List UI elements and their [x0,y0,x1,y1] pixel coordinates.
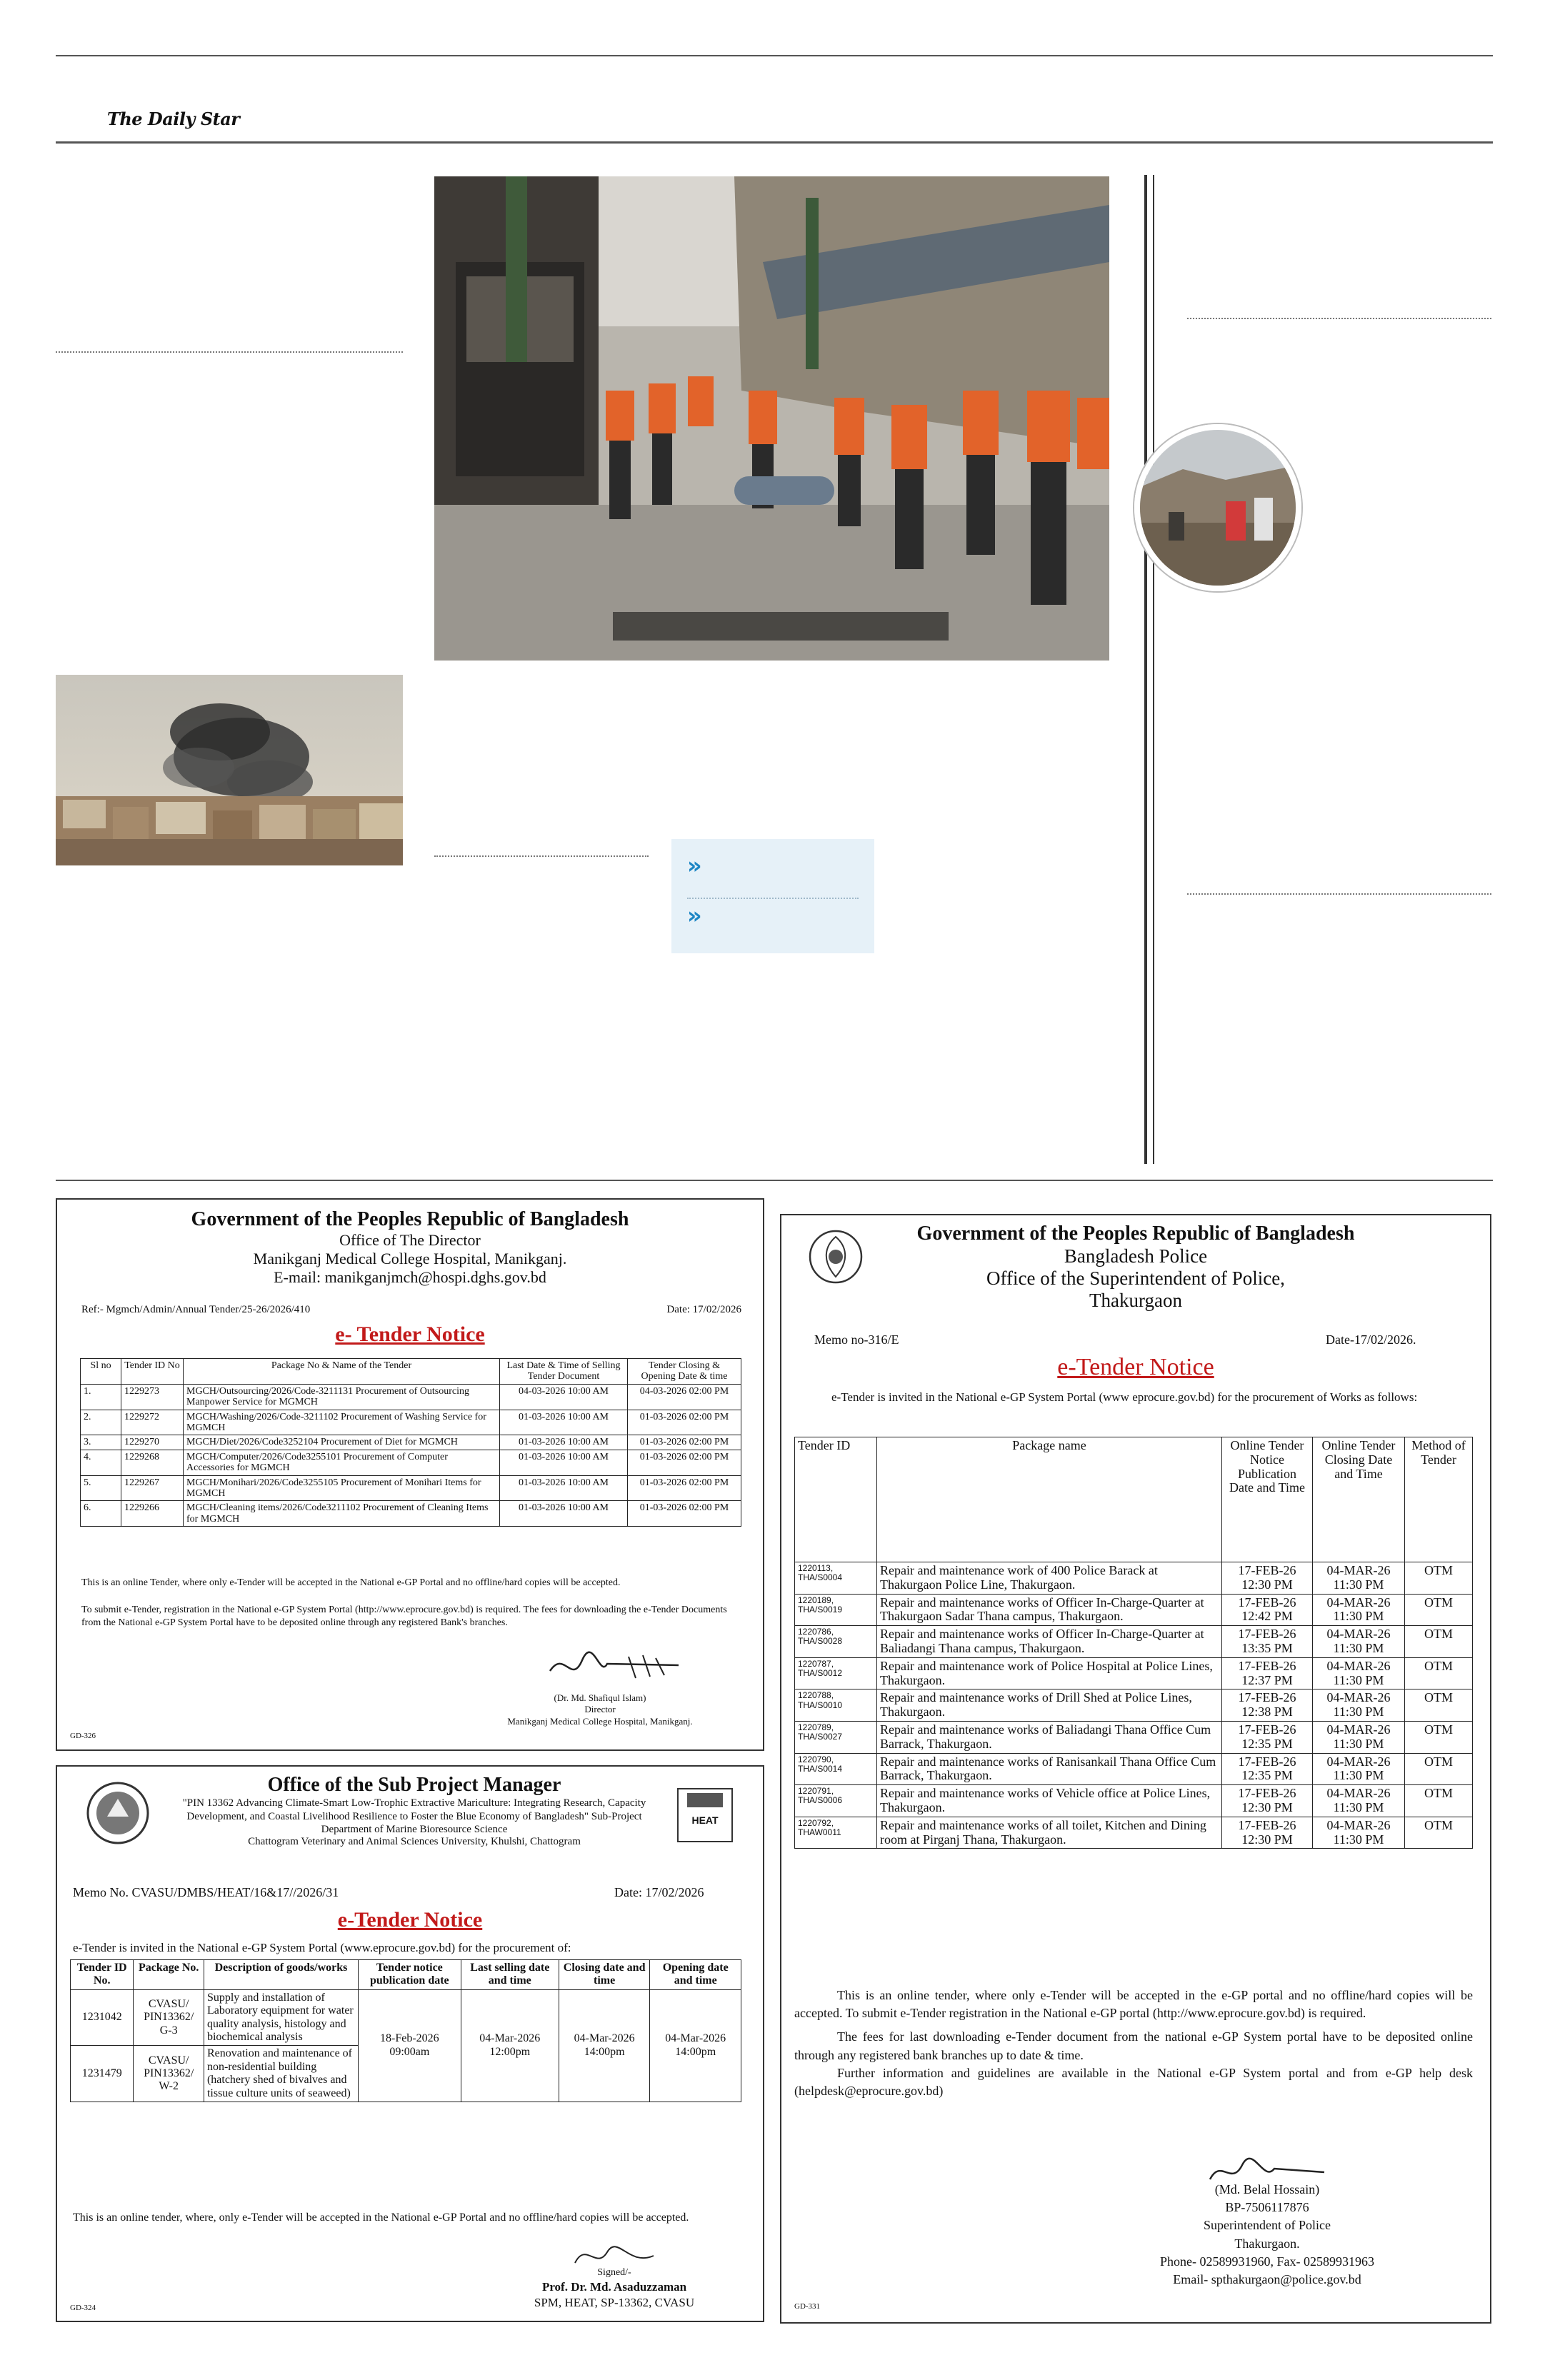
col-desc: Description of goods/works [204,1960,358,1990]
table-row [71,1989,741,2046]
cell-last: 01-03-2026 10:00 AM [500,1410,628,1435]
right-column-divider-top [1187,318,1491,319]
col-pkg: Package name [877,1437,1222,1562]
ad-note-2: To submit e-Tender, registration in the National e-GP System Portal (http://www.eprocure.gov.bd) is required. The fees for downloading the e-Tender Documents from the National e-GP System Portal have to be deposited online through any registered Bank's branches. [81,1605,727,1628]
cell-sl: 2. [81,1410,121,1435]
ad-signer-title: Director [584,1704,616,1715]
ad-header-office: Office of the Sub Project Manager [267,1774,561,1796]
table-row [795,1785,1473,1817]
ad-signer: (Md. Belal Hossain) [1214,2182,1320,2196]
heat-tender-ad [56,1765,764,2322]
cell-pkg: MGCH/Outsourcing/2026/Code-3211131 Procurement of Outsourcing Manpower Service for MGMCH [184,1384,500,1410]
cell-pub: 17-FEB-26 12:35 PM [1222,1721,1313,1753]
cell-id: 1229267 [121,1475,184,1501]
cell-pkg: MGCH/Monihari/2026/Code3255105 Procurement of Monihari Items for MGMCH [184,1475,500,1501]
heat-logo-icon [684,1789,726,1811]
cell-method: OTM [1405,1721,1473,1753]
cell-close: 04-MAR-26 11:30 PM [1313,1721,1405,1753]
cell-id: 1220788, THA/S0010 [795,1689,877,1722]
cell-close: 01-03-2026 02:00 PM [628,1501,741,1527]
ad-title: e- Tender Notice [335,1322,485,1346]
col-pkg: Package No. [134,1960,204,1990]
masthead-logo: The Daily Star [107,109,240,129]
ad-header-govt: Government of the Peoples Republic of Bangladesh [916,1222,1355,1245]
cell-pkg: MGCH/Cleaning items/2026/Code3211102 Procurement of Cleaning Items for MGMCH [184,1501,500,1527]
ad-header-office: Office of the Superintendent of Police, [986,1267,1285,1289]
cell-id: 1220790, THA/S0014 [795,1753,877,1785]
cell-close: 01-03-2026 02:00 PM [628,1410,741,1435]
table-row [81,1435,741,1450]
mgmch-tender-table-wrap [80,1358,741,1527]
cell-pkg: Repair and maintenance works of all toilet, Kitchen and Dining room at Pirganj Thana, Thakurgaon. [877,1817,1222,1849]
right-column-vertical-rule-1 [1144,175,1147,1164]
cell-id: 1220792, THAW0011 [795,1817,877,1849]
col-last: Last Date & Time of Selling Tender Document [500,1359,628,1385]
cell-pkg: Repair and maintenance work of Police Hospital at Police Lines, Thakurgaon. [877,1657,1222,1689]
cell-last: 04-03-2026 10:00 AM [500,1384,628,1410]
cell-close: 04-MAR-26 11:30 PM [1313,1594,1405,1626]
table-row [81,1501,741,1527]
col-pub: Online Tender Notice Publication Date and Time [1222,1437,1313,1562]
related-links-box [671,839,874,953]
cell-last: 01-03-2026 10:00 AM [500,1475,628,1501]
cell-pkg: MGCH/Washing/2026/Code-3211102 Procurement of Washing Service for MGMCH [184,1410,500,1435]
ad-header-dept: Department of Marine Bioresource Science [321,1823,508,1835]
ad-email[interactable]: Email- spthakurgaon@police.gov.bd [1173,2271,1361,2286]
circular-inset-photo [1134,424,1301,591]
cell-pkg: CVASU/ PIN13362/ G-3 [134,1989,204,2046]
cell-id: 1229266 [121,1501,184,1527]
ad-signer: Prof. Dr. Md. Asaduzzaman [541,2280,687,2294]
signature-image [543,1642,686,1692]
cell-id: 1229268 [121,1450,184,1475]
ad-header-project: "PIN 13362 Advancing Climate-Smart Low-Trophic Extractive Mariculture: Integrating Research, Capacity Development, and Coastal Livelihood Resilience to Foster the Blue Economy of Bangladesh" Sub-Project [182,1797,646,1822]
cell-id: 1231042 [71,1989,134,2046]
cell-close: 04-MAR-26 11:30 PM [1313,1785,1405,1817]
ad-header-university: Chattogram Veterinary and Animal Sciences University, Khulshi, Chattogram [248,1835,581,1847]
cell-id: 1220189, THA/S0019 [795,1594,877,1626]
cell-pkg: Repair and maintenance works of Ranisankail Thana Office Cum Barrack, Thakurgaon. [877,1753,1222,1785]
col-id: Tender ID No [121,1359,184,1385]
cell-id: 1229270 [121,1435,184,1450]
center-column-divider [434,855,649,857]
ad-gd: GD-326 [70,1732,96,1740]
ad-note-3: Further information and guidelines are available in the National e-GP System portal and from e-GP help desk (helpdesk@eprocure.gov.bd) [794,2065,1473,2098]
cell-pub: 17-FEB-26 12:37 PM [1222,1657,1313,1689]
ad-gd: GD-324 [70,2304,96,2312]
cell-pkg: Repair and maintenance works of Baliadangi Thana Office Cum Barrack, Thakurgaon. [877,1721,1222,1753]
ad-date: Date: 17/02/2026 [666,1304,741,1315]
cell-id: 1220791, THA/S0006 [795,1785,877,1817]
cell-close: 04-MAR-26 11:30 PM [1313,1657,1405,1689]
cell-method: OTM [1405,1817,1473,1849]
table-row [795,1594,1473,1626]
related-link-divider [687,898,859,899]
table-row [81,1410,741,1435]
cell-sl: 5. [81,1475,121,1501]
ad-signed: Signed/- [597,2267,631,2278]
cell-close: 04-MAR-26 11:30 PM [1313,1817,1405,1849]
ad-note-1: This is an online Tender, where only e-Tender will be accepted in the National e-GP Portal and no offline/hard copies will be accepted. [81,1577,621,1588]
col-method: Method of Tender [1405,1437,1473,1562]
police-tender-table [794,1437,1473,1849]
table-row [795,1753,1473,1785]
cell-close: 01-03-2026 02:00 PM [628,1435,741,1450]
ads-section-rule [56,1180,1493,1181]
cell-last: 01-03-2026 10:00 AM [500,1450,628,1475]
cell-id: 1220786, THA/S0028 [795,1626,877,1658]
cell-pkg: CVASU/ PIN13362/ W-2 [134,2046,204,2102]
table-row [795,1721,1473,1753]
cell-method: OTM [1405,1657,1473,1689]
cvasu-emblem-icon [86,1781,150,1845]
cell-sl: 6. [81,1501,121,1527]
ad-header-police: Bangladesh Police [1064,1245,1208,1267]
cell-close: 04-MAR-26 11:30 PM [1313,1689,1405,1722]
cell-close: 04-MAR-26 11:30 PM [1313,1626,1405,1658]
table-row [81,1450,741,1475]
police-tender-ad [780,1214,1491,2324]
cell-close: 01-03-2026 02:00 PM [628,1475,741,1501]
table-row [795,1562,1473,1595]
cell-pkg: Repair and maintenance work of 400 Police Barack at Thakurgaon Police Line, Thakurgaon. [877,1562,1222,1595]
left-column-divider [56,351,403,353]
cell-close: 04-Mar-2026 14:00pm [559,1989,650,2102]
table-row [795,1626,1473,1658]
table-row [81,1475,741,1501]
cell-close: 04-MAR-26 11:30 PM [1313,1753,1405,1785]
cell-method: OTM [1405,1785,1473,1817]
col-sl: Sl no [81,1359,121,1385]
ad-intro: e-Tender is invited in the National e-GP System Portal (www.eprocure.gov.bd) for the procurement of: [73,1941,571,1954]
cell-pkg: Repair and maintenance works of Officer In-Charge-Quarter at Baliadangi Thana campus, Thakurgaon. [877,1626,1222,1658]
cell-close: 01-03-2026 02:00 PM [628,1450,741,1475]
ad-signer-org: Manikganj Medical College Hospital, Manikganj. [507,1715,693,1727]
cell-open: 04-Mar-2026 14:00pm [650,1989,741,2102]
ad-date: Date-17/02/2026. [1326,1332,1416,1347]
col-pub: Tender notice publication date [359,1960,461,1990]
cell-last: 01-03-2026 10:00 AM [500,1435,628,1450]
top-rule [56,55,1493,56]
cell-close: 04-MAR-26 11:30 PM [1313,1562,1405,1595]
ad-title: e-Tender Notice [1057,1354,1214,1380]
cell-id: 1220787, THA/S0012 [795,1657,877,1689]
heat-tender-table [70,1959,741,2102]
ad-note: This is an online tender, where, only e-Tender will be accepted in the National e-GP Portal and no offline/hard copies will be accepted. [73,2211,689,2224]
cell-sl: 1. [81,1384,121,1410]
right-column-vertical-rule-2 [1153,175,1154,1164]
cell-pub: 17-FEB-26 12:30 PM [1222,1785,1313,1817]
ad-signer-title: Superintendent of Police [1204,2218,1331,2233]
col-last: Last selling date and time [461,1960,559,1990]
right-column-divider-bottom [1187,893,1491,895]
masthead-rule [56,141,1493,144]
ad-header-office: Office of The Director [339,1231,481,1249]
cell-pub: 17-FEB-26 12:35 PM [1222,1753,1313,1785]
cell-desc: Renovation and maintenance of non-residential building (hatchery shed of bivalves and tissue culture units of seaweed) [204,2046,358,2102]
table-row [795,1689,1473,1722]
cell-close: 04-03-2026 02:00 PM [628,1384,741,1410]
col-close: Tender Closing & Opening Date & time [628,1359,741,1385]
table-row [795,1817,1473,1849]
ad-date: Date: 17/02/2026 [614,1885,704,1899]
heat-logo: HEAT [677,1788,733,1842]
ad-signer: (Dr. Md. Shafiqul Islam) [554,1692,646,1703]
cell-id: 1229272 [121,1410,184,1435]
cell-pkg: MGCH/Diet/2026/Code3252104 Procurement of Diet for MGMCH [184,1435,500,1450]
table-row [81,1384,741,1410]
ad-title: e-Tender Notice [337,1908,483,1932]
cell-last: 01-03-2026 10:00 AM [500,1501,628,1527]
cell-pub: 17-FEB-26 12:38 PM [1222,1689,1313,1722]
ad-header-govt: Government of the Peoples Republic of Bangladesh [191,1208,629,1230]
cell-pkg: Repair and maintenance works of Vehicle office at Police Lines, Thakurgaon. [877,1785,1222,1817]
cell-id: 1229273 [121,1384,184,1410]
cell-pub: 17-FEB-26 13:35 PM [1222,1626,1313,1658]
col-id: Tender ID No. [71,1960,134,1990]
mgmch-tender-table [80,1358,741,1527]
cell-pub: 18-Feb-2026 09:00am [359,1989,461,2102]
cell-pkg: MGCH/Computer/2026/Code3255101 Procurement of Computer Accessories for MGMCH [184,1450,500,1475]
cell-pub: 17-FEB-26 12:42 PM [1222,1594,1313,1626]
col-close: Closing date and time [559,1960,650,1990]
ad-memo: Memo No. CVASU/DMBS/HEAT/16&17//2026/31 [73,1885,339,1899]
cell-pkg: Repair and maintenance works of Officer In-Charge-Quarter at Thakurgaon Sadar Thana campus, Thakurgaon. [877,1594,1222,1626]
cell-sl: 4. [81,1450,121,1475]
col-open: Opening date and time [650,1960,741,1990]
ad-intro: e-Tender is invited in the National e-GP System Portal (www eprocure.gov.bd) for the procurement of Works as follows: [831,1390,1418,1404]
cell-method: OTM [1405,1753,1473,1785]
ad-signer-title: SPM, HEAT, SP-13362, CVASU [534,2296,695,2310]
related-link-2[interactable]: » [687,902,702,929]
cell-method: OTM [1405,1562,1473,1595]
cell-pub: 17-FEB-26 12:30 PM [1222,1817,1313,1849]
cell-pub: 17-FEB-26 12:30 PM [1222,1562,1313,1595]
cell-id: 1231479 [71,2046,134,2102]
cell-method: OTM [1405,1689,1473,1722]
cell-id: 1220113, THA/S0004 [795,1562,877,1595]
ad-ref: Ref:- Mgmch/Admin/Annual Tender/25-26/2026/410 [81,1304,311,1315]
street-cleaning-photo [434,176,1109,661]
cell-last: 04-Mar-2026 12:00pm [461,1989,559,2102]
cell-id: 1220789, THA/S0027 [795,1721,877,1753]
ad-note-1: This is an online tender, where only e-Tender will be accepted in the e-GP portal and no offline/hard copies will be accepted. To submit e-Tender registration in the National e-GP portal (http://www.eprocure.gov.bd) is required. [794,1988,1473,2021]
ad-signer-place: Thakurgaon. [1234,2236,1300,2251]
ad-header-hospital: Manikganj Medical College Hospital, Manikganj. [253,1250,567,1267]
ad-gd: GD-331 [794,2302,821,2311]
related-link-1[interactable]: » [687,852,702,879]
ad-header-place: Thakurgaon [1089,1290,1182,1311]
cell-pkg: Repair and maintenance works of Drill Shed at Police Lines, Thakurgaon. [877,1689,1222,1722]
cell-sl: 3. [81,1435,121,1450]
cell-method: OTM [1405,1594,1473,1626]
cell-desc: Supply and installation of Laboratory equipment for water quality analysis, histology and biochemical analysis [204,1989,358,2046]
col-id: Tender ID [795,1437,877,1562]
ad-header-email: E-mail: manikganjmch@hospi.dghs.gov.bd [274,1268,546,1286]
ad-signer-bp: BP-7506117876 [1225,2200,1309,2215]
col-close: Online Tender Closing Date and Time [1313,1437,1405,1562]
ad-memo: Memo no-316/E [814,1332,899,1347]
cell-method: OTM [1405,1626,1473,1658]
table-row [795,1657,1473,1689]
ad-note-2: The fees for last downloading e-Tender document from the national e-GP System portal have to be deposited online through any registered bank branches up to date & time. [794,2029,1473,2062]
ad-phone: Phone- 02589931960, Fax- 02589931963 [1160,2254,1374,2269]
mgmch-tender-ad [56,1198,764,1751]
col-pkg: Package No & Name of the Tender [184,1359,500,1385]
smoke-skyline-photo [56,675,403,865]
